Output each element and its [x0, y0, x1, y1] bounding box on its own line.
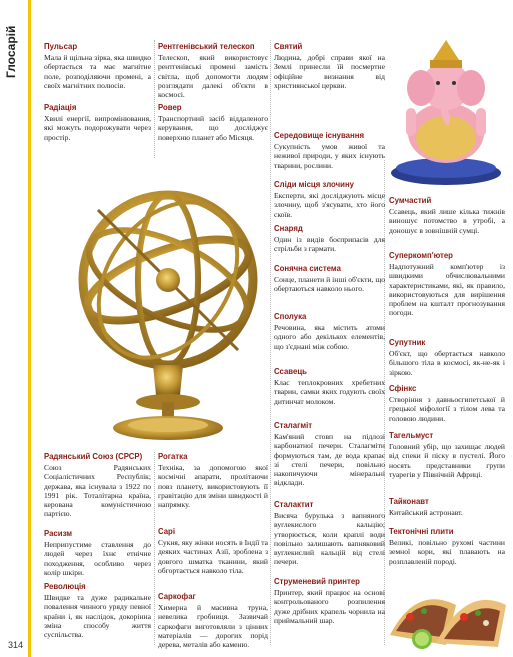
entry-title: Суперкомп'ютер: [389, 251, 453, 260]
entry-radiation: [44, 103, 151, 142]
entry-taikonaut: [389, 497, 505, 517]
entry-title: Сполука: [274, 312, 307, 321]
entry-title: Супутник: [389, 338, 426, 347]
entry-text: Ссавець, який лише кілька тижнів виношує потомство в утробі, а доношує в зовнішній сумці.: [389, 207, 505, 235]
entry-text: Швидке та дуже радикальне повалення чинного уряду певної країни і, як наслідок, докорінна зміна способу життя суспільства.: [44, 593, 151, 640]
entry-text: Експерти, які досліджують місце злочину, щоб з'ясувати, хто його скоїв.: [274, 191, 385, 219]
entry-title: Тектонічні плити: [389, 527, 454, 536]
entry-xray-telescope: [158, 42, 268, 99]
entry-text: Союз Радянських Соціалістичних Республік; держава, яка існувала з 1922 по 1991 рік. Тоталітарна країна, керована комуністичною партією.: [44, 463, 151, 519]
sidebar-accent-bar: [28, 0, 31, 657]
entry-title: Сталагміт: [274, 421, 313, 430]
entry-sumatran: [389, 196, 505, 235]
page-number: 314: [8, 640, 24, 650]
entry-text: Клас теплокровних хребетних тварин, самки яких годують своїх дитинчат молоком.: [274, 378, 385, 406]
entry-text: Техніка, за допомогою якої космічні апарати, пролітаючи повз планету, використовують її гравітацію для зміни швидкості й напрямку.: [158, 463, 268, 510]
column-divider: [270, 40, 271, 645]
entry-title: Сфінкс: [389, 384, 417, 393]
entry-stalactite: [274, 500, 385, 567]
entry-satellite: [389, 338, 505, 377]
armillary-sphere-image: [68, 180, 268, 445]
entry-title: Сонячна система: [274, 264, 341, 273]
entry-title: Рогатка: [158, 452, 188, 461]
entry-title: Ссавець: [274, 367, 307, 376]
entry-mammal: [274, 367, 385, 406]
entry-text: Створіння з давньоєгипетської й грецької міфології з тілом лева та головою людини.: [389, 395, 505, 423]
entry-title: Сарі: [158, 527, 175, 536]
entry-title: Радянський Союз (СРСР): [44, 452, 143, 461]
entry-text: Химерна й масивна труна, невелика гробниця. Зазвичай саркофаги виготовляли з цінних матеріалів — дорогих порід дерева, металів або каменю.: [158, 603, 268, 650]
ganesha-statue-image: [386, 38, 508, 188]
entry-racism: [44, 529, 151, 577]
entry-title: Ровер: [158, 103, 182, 112]
entry-tagelmust: [389, 431, 505, 479]
entry-text: Людина, добрі справи якої на Землі принесли їй посмертне офіційне визнання від християнської церкви.: [274, 53, 385, 90]
glossary-label: Глосарій: [4, 25, 18, 78]
entry-title: Саркофаг: [158, 592, 196, 601]
tacos-image: [386, 565, 510, 653]
entry-text: Сукупність умов живої та неживої природи, у яких існують тварини, рослини.: [274, 142, 385, 170]
entry-title: Расизм: [44, 529, 73, 538]
column-divider: [154, 40, 155, 158]
entry-title: Тайконавт: [389, 497, 429, 506]
entry-tectonic: [389, 527, 505, 566]
entry-text: Сонце, планети й інші об'єкти, що обертаються навколо нього.: [274, 275, 385, 294]
entry-habitat: [274, 131, 385, 170]
entry-solar-system: [274, 264, 385, 294]
entry-title: Сліди місця злочину: [274, 180, 354, 189]
entry-text: Неприпустиме ставлення до людей через їхнє етнічне походження, особливо через колір шкіри.: [44, 540, 151, 577]
entry-title: Пульсар: [44, 42, 78, 51]
entry-saint: [274, 42, 385, 90]
entry-text: Надпотужний комп'ютер із швидкими обчислювальними характеристиками, які, як правило, використовуються для вирішення проблем на кшталт прогнозування погоди.: [389, 262, 505, 318]
entry-rover: [158, 103, 268, 142]
entry-ussr: [44, 452, 151, 519]
entry-text: Великі, повільно рухомі частини земної кори, які плавають на розплавленій породі.: [389, 538, 505, 566]
column-divider: [154, 452, 155, 645]
entry-text: Кам'яний стовп на підлозі карбонатної печери. Сталагміти формуються там, де вода крапає зі стелі печери, повільно накопичуючи мінеральні відклади.: [274, 432, 385, 488]
entry-text: Головний убір, що захищає людей від спеки й піску в пустелі. Його носять представники групи туарегів у Північній Африці.: [389, 442, 505, 479]
entry-text: Мала й щільна зірка, яка швидко обертається та має магнітне поле, розподіляючи промені, а своїх магнітних полюсів.: [44, 53, 151, 90]
entry-text: Один із видів боєприпасів для стрільби з гармати.: [274, 235, 385, 254]
entry-sphinx: [389, 384, 505, 423]
entry-title: Радіація: [44, 103, 77, 112]
entry-slingshot: [158, 452, 268, 509]
entry-pulsar: [44, 42, 151, 90]
entry-text: Хвилі енергії, випромінювання, які можуть подорожувати через простір.: [44, 114, 151, 142]
entry-crime-traces: [274, 180, 385, 219]
entry-title: Сумчастий: [389, 196, 432, 205]
glossary-sidebar: [0, 0, 33, 657]
entry-title: Струменевий принтер: [274, 577, 360, 586]
entry-title: Середовище існування: [274, 131, 364, 140]
entry-text: Речовина, яка містить атоми одного або декількох елементів, що з'єднані між собою.: [274, 323, 385, 351]
entry-alloy: [274, 312, 385, 351]
entry-title: Революція: [44, 582, 86, 591]
entry-title: Снаряд: [274, 224, 303, 233]
entry-text: Транспортний засіб віддаленого керування, що досліджує поверхню планет або Місяця.: [158, 114, 268, 142]
entry-supercomputer: [389, 251, 505, 318]
entry-sarcophagus: [158, 592, 268, 649]
entry-title: Святий: [274, 42, 303, 51]
entry-title: Тагельмуст: [389, 431, 434, 440]
entry-stalagmite: [274, 421, 385, 488]
entry-sari: [158, 527, 268, 575]
entry-text: Китайський астронавт.: [389, 508, 463, 517]
entry-text: Сукня, яку жінки носять в Індії та деяких частинах Азії, зроблена з довгого шматка тканини, який обгортається навколо тіла.: [158, 538, 268, 575]
entry-text: Принтер, який працює на основі контрольованого розпилення дуже дрібних крапель чорнила на приймальний шар.: [274, 588, 385, 625]
entry-title: Рентгенівський телескоп: [158, 42, 255, 51]
entry-stream: [274, 577, 385, 625]
entry-title: Сталактит: [274, 500, 314, 509]
entry-text: Об'єкт, що обертається навколо більшого тіла в космосі, як-не-як і зіркою.: [389, 349, 505, 377]
entry-projectile: [274, 224, 385, 254]
entry-text: Телескоп, який використовує рентгенівські промені замість світла, щоб допомогти людям розглядати далекі об'єкти в космосі.: [158, 53, 268, 100]
entry-revolution: [44, 582, 151, 639]
entry-text: Висяча бурулька з вапняного вуглекислого кальцію; утворюється, коли краплі води повільно залишають вапняковий вуглекислий кальцій від стелі печери.: [274, 511, 385, 567]
